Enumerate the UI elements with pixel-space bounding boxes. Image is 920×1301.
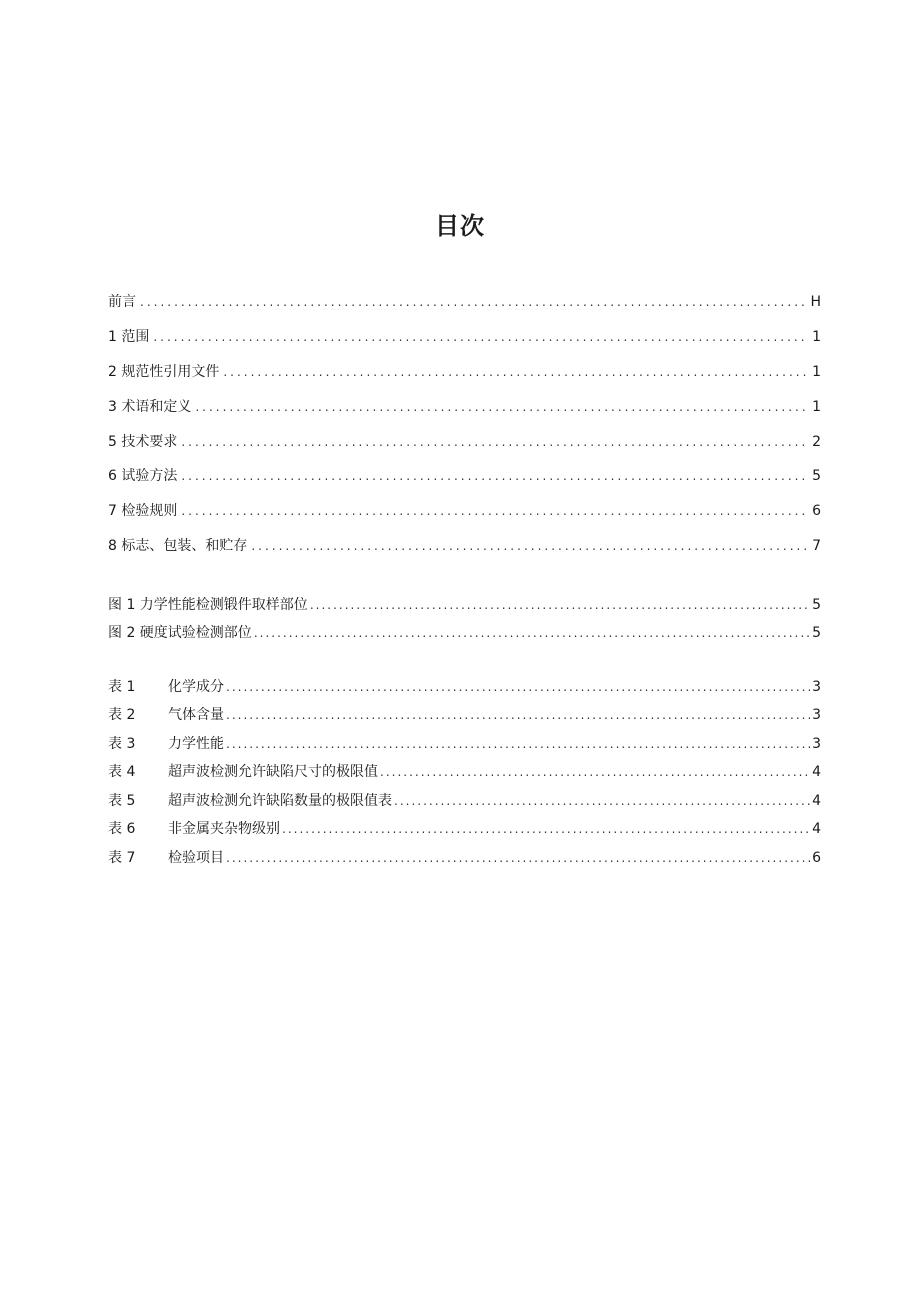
table-entry-page: 3: [812, 679, 821, 695]
table-entry-title: 气体含量: [168, 707, 224, 723]
table-entry-title: 化学成分: [168, 679, 224, 695]
figure-entry-label: 图 2 硬度试验检测部位: [108, 625, 252, 641]
toc-entry-page: 1: [812, 329, 821, 345]
table-entry[interactable]: [108, 761, 821, 783]
toc-entry-label: 8 标志、包装、和贮存: [108, 538, 248, 554]
table-entry-number: 表 6: [108, 821, 136, 837]
toc-entry-page: 5: [812, 468, 821, 484]
table-entry-label: [108, 790, 392, 812]
toc-entry-label: 2 规范性引用文件: [108, 364, 220, 380]
table-entry-title: 超声波检测允许缺陷数量的极限值表: [168, 793, 392, 809]
table-entry-label: [108, 704, 224, 726]
dot-leader: [181, 465, 808, 487]
toc-entry-page: 1: [812, 399, 821, 415]
toc-entry-page: 1: [812, 364, 821, 380]
figure-entry[interactable]: [108, 622, 821, 644]
table-entry-title: 非金属夹杂物级别: [168, 821, 280, 837]
toc-entry[interactable]: [108, 361, 821, 383]
table-entry[interactable]: [108, 733, 821, 755]
toc-entry[interactable]: [108, 535, 821, 557]
table-entry-page: 4: [812, 793, 821, 809]
toc-entry[interactable]: [108, 291, 821, 313]
toc-entry-page: 2: [812, 434, 821, 450]
toc-entry-page: H: [810, 294, 821, 310]
toc-entry[interactable]: [108, 431, 821, 453]
table-entry-label: [108, 761, 378, 783]
table-entry[interactable]: [108, 676, 821, 698]
toc-entry[interactable]: [108, 326, 821, 348]
dot-leader: [394, 790, 810, 812]
table-entry-number: 表 3: [108, 736, 136, 752]
table-entry-label: [108, 847, 224, 869]
dot-leader: [226, 847, 810, 869]
dot-leader: [181, 500, 808, 522]
dot-leader: [254, 622, 810, 644]
table-entry-page: 4: [812, 821, 821, 837]
toc-entry-page: 6: [812, 503, 821, 519]
table-entry-title: 力学性能: [168, 736, 224, 752]
dot-leader: [153, 326, 808, 348]
table-entry-label: [108, 676, 224, 698]
table-entry-page: 4: [812, 764, 821, 780]
page-title: 目次: [435, 212, 485, 240]
table-entry-number: 表 7: [108, 850, 136, 866]
table-entry-page: 3: [812, 707, 821, 723]
toc-entry-label: 6 试验方法: [108, 468, 178, 484]
table-entry-number: 表 5: [108, 793, 136, 809]
figure-entry-page: 5: [812, 625, 821, 641]
dot-leader: [310, 594, 810, 616]
dot-leader: [181, 431, 808, 453]
toc-entry-label: 5 技术要求: [108, 434, 178, 450]
dot-leader: [380, 761, 810, 783]
table-entry[interactable]: [108, 818, 821, 840]
toc-entry[interactable]: [108, 396, 821, 418]
table-entry-number: 表 2: [108, 707, 136, 723]
table-entry-label: [108, 733, 224, 755]
table-entry[interactable]: [108, 847, 821, 869]
dot-leader: [282, 818, 810, 840]
table-entry-title: 超声波检测允许缺陷尺寸的极限值: [168, 764, 378, 780]
table-entry-title: 检验项目: [168, 850, 224, 866]
toc-entry-label: 前言: [108, 294, 136, 310]
toc-entry-page: 7: [812, 538, 821, 554]
dot-leader: [226, 676, 810, 698]
toc-entry-label: 3 术语和定义: [108, 399, 192, 415]
figure-entry-label: 图 1 力学性能检测锻件取样部位: [108, 597, 308, 613]
dot-leader: [223, 361, 808, 383]
toc-entry[interactable]: [108, 500, 821, 522]
toc-entry-label: 1 范围: [108, 329, 150, 345]
table-entry-number: 表 4: [108, 764, 136, 780]
dot-leader: [226, 704, 810, 726]
dot-leader: [226, 733, 810, 755]
dot-leader: [195, 396, 808, 418]
figure-entry[interactable]: [108, 594, 821, 616]
table-entry-number: 表 1: [108, 679, 136, 695]
dot-leader: [140, 291, 806, 313]
figure-entry-page: 5: [812, 597, 821, 613]
table-entry-page: 6: [812, 850, 821, 866]
table-entry[interactable]: [108, 704, 821, 726]
table-entry[interactable]: [108, 790, 821, 812]
table-entry-page: 3: [812, 736, 821, 752]
toc-entry[interactable]: [108, 465, 821, 487]
table-entry-label: [108, 818, 280, 840]
dot-leader: [251, 535, 808, 557]
toc-entry-label: 7 检验规则: [108, 503, 178, 519]
